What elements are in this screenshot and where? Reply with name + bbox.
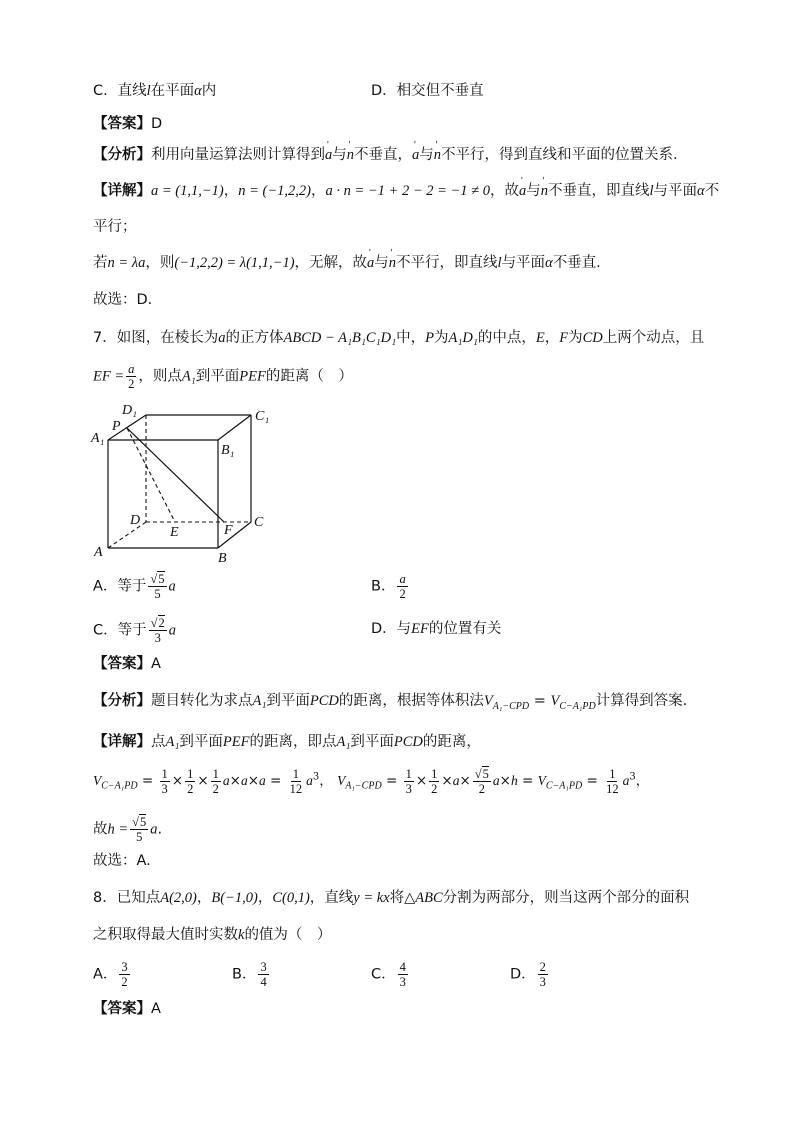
- q7-h-result: 故h = $\frac{√5}{5}$ a.: [93, 815, 163, 844]
- q8-option-c: C． $\frac{4}{3}$: [371, 960, 406, 989]
- q6-detail: 【详解】a = (1,1,−1)，n = (−1,2,2)，a · n = −1 + 2 − 2 = −1 ≠ 0，故' a与' n不垂直，即直线l与平面α不: [93, 181, 719, 201]
- q6-analysis: 【分析】利用向量运算法则计算得到' a与' n不垂直，' a与' n不平行，得到直线和平面的位置关系.: [93, 145, 678, 165]
- q8-stem-line1: 8．已知点A(2,0)，B(−1,0)，C(0,1)，直线y = kx将△ABC分割为两部分，则当这两个部分的面积: [93, 890, 690, 906]
- label-b1: B₁: [221, 443, 235, 458]
- label-a: A: [94, 545, 103, 560]
- label-a1: A₁: [91, 431, 105, 446]
- q7-stem-line2: EF = $\frac{a}{2}$ ，则点A₁到平面PEF的距离（ ）: [93, 362, 353, 391]
- edge-ad: [108, 522, 146, 548]
- q7-detail: 【详解】点A₁到平面PEF的距离，即点A₁到平面PCD的距离，: [93, 734, 481, 750]
- q6-option-d: D．相交但不垂直: [371, 83, 484, 99]
- q8-option-a: A． $\frac{3}{2}$: [93, 960, 128, 989]
- q8-option-b: B． $\frac{3}{4}$: [232, 960, 267, 989]
- q7-volume-formula: $V_{C-A_1PD}$ = $\frac{1}{3}$ × $\frac{1}{2}$ × $\frac{1}{2}$ a×a×a = $\frac{1}{12}$ $a^3$， $V_{A_1-CPD}$ = $\frac{1}{3}$ × $\frac{1}{2}$ ×a× $\frac{√5}{2}$ $a\times h = V_{C-A_1PD}$ = $\frac{1}{12}$ $a^3$，: [93, 767, 650, 796]
- q8-stem-line2: 之积取得最大值时实数k的值为（ ）: [93, 927, 332, 943]
- q8-answer: 【答案】A: [93, 1001, 161, 1017]
- q7-stem-line1: 7．如图，在棱长为a的正方体ABCD − A₁B₁C₁D₁中，P为A₁D₁的中点，E，F为CD上两个动点，且: [93, 330, 705, 346]
- q7-option-a: A．等于 $\frac{√5}{5}$ a: [93, 572, 176, 601]
- edge-b1c1: [218, 415, 251, 440]
- q8-option-d: D． $\frac{2}{3}$: [510, 960, 546, 989]
- label-d1: D₁: [122, 403, 137, 418]
- q6-detail-line2: 平行；: [93, 219, 137, 235]
- label-e: E: [170, 525, 179, 540]
- q7-option-c: C．等于 $\frac{√2}{3}$ a: [93, 616, 176, 645]
- q7-option-d: D．与EF的位置有关: [371, 621, 502, 637]
- label-b: B: [218, 551, 227, 565]
- q7-choice: 故选：A.: [93, 853, 151, 869]
- segment-pf: [127, 428, 224, 522]
- q7-analysis: 【分析】题目转化为求点A₁到平面PCD的距离，根据等体积法$V_{A_1-CPD} = V_{C-A_1PD}$计算得到答案.: [93, 693, 688, 712]
- cube-diagram: [88, 400, 278, 565]
- label-p: P: [112, 419, 121, 434]
- label-c: C: [254, 515, 264, 530]
- label-f: F: [224, 523, 233, 538]
- edge-bc: [218, 522, 251, 548]
- segment-pe: [127, 428, 175, 522]
- q6-option-c: C．直线l在平面α内: [93, 83, 217, 99]
- q6-choice: 故选：D.: [93, 292, 153, 308]
- label-d: D: [130, 513, 141, 528]
- label-c1: C₁: [255, 409, 270, 424]
- q6-answer: 【答案】D: [93, 116, 163, 132]
- q6-if-line: 若n = λa，则(−1,2,2) = λ(1,1,−1)，无解，故' a与' n不平行，即直线l与平面α不垂直.: [93, 253, 601, 273]
- q7-answer: 【答案】A: [93, 656, 161, 672]
- q7-option-b: B． $\frac{a}{2}$: [371, 572, 406, 601]
